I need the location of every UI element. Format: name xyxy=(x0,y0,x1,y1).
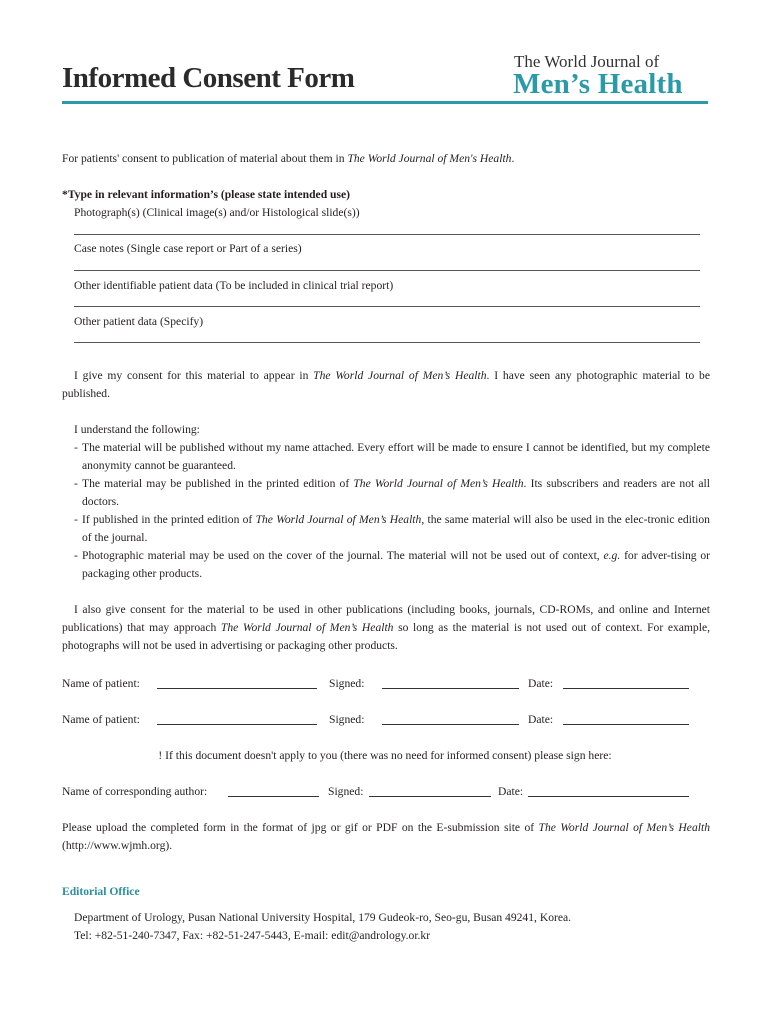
patient-date-label: Date: xyxy=(528,677,554,690)
not-applicable-note: ! If this document doesn't apply to you (there was no need for informed consent) please sign here: xyxy=(158,749,612,762)
form-title: Informed Consent Form xyxy=(62,62,355,94)
patient-signed-label: Signed: xyxy=(329,713,365,726)
journal-logo-line1: The World Journal of xyxy=(514,52,660,71)
patient-date-label: Date: xyxy=(528,713,554,726)
material-type-case-notes: Case notes (Single case report or Part of a series) xyxy=(74,242,302,255)
editorial-office-heading: Editorial Office xyxy=(62,885,140,898)
list-item: - The material will be published without my name attached. Every effort will be made to ensure I cannot be identified, but my complete anonymity cannot be guaranteed. xyxy=(74,441,710,472)
patient-name-label: Name of patient: xyxy=(62,677,140,690)
consent-paragraph: I give my consent for this material to appear in The World Journal of Men’s Health. I have seen any photographic material to be published. xyxy=(62,369,710,400)
author-signed-label: Signed: xyxy=(328,785,364,798)
patient-date-field[interactable] xyxy=(563,688,689,689)
patient-signature-field[interactable] xyxy=(382,724,519,725)
author-name-field[interactable] xyxy=(228,796,319,797)
patient-signature-field[interactable] xyxy=(382,688,519,689)
editorial-address: Department of Urology, Pusan National University Hospital, 179 Gudeok-ro, Seo-gu, Busan 49241, Korea. xyxy=(74,911,572,924)
material-type-other-data: Other patient data (Specify) xyxy=(74,315,204,328)
list-item: - Photographic material may be used on the cover of the journal. The material will not be used out of context, e.g. for adver-tising or packaging other products. xyxy=(74,549,711,580)
author-date-field[interactable] xyxy=(528,796,689,797)
material-type-identifiable-data: Other identifiable patient data (To be included in clinical trial report) xyxy=(74,279,394,292)
patient-name-label: Name of patient: xyxy=(62,713,140,726)
upload-instructions: Please upload the completed form in the format of jpg or gif or PDF on the E-submission site of The World Journal of Men’s Health (http://www.wjmh.org). xyxy=(62,821,710,852)
header-divider xyxy=(62,101,708,104)
type-heading: *Type in relevant information’s (please state intended use) xyxy=(62,188,351,201)
material-type-photographs: Photograph(s) (Clinical image(s) and/or Histological slide(s)) xyxy=(74,206,360,219)
author-signature-field[interactable] xyxy=(369,796,491,797)
understand-heading: I understand the following: xyxy=(74,423,200,436)
material-other-data-line[interactable] xyxy=(74,342,700,343)
author-name-label: Name of corresponding author: xyxy=(62,785,208,798)
patient-date-field[interactable] xyxy=(563,724,689,725)
material-photographs-line[interactable] xyxy=(74,234,700,235)
journal-logo-line2: Men’s Health xyxy=(513,68,683,100)
additional-consent-paragraph: I also give consent for the material to be used in other publications (including books, journals, CD-ROMs, and online and Internet publications) that may approach The World Journal of Men’s Health so long as the material is not used out of context. For example, photographs will not be used in advertising or packaging other products. xyxy=(62,603,710,652)
intro-text: For patients' consent to publication of material about them in The World Journal of Men's Health. xyxy=(62,152,515,165)
material-identifiable-data-line[interactable] xyxy=(74,306,700,307)
author-date-label: Date: xyxy=(498,785,524,798)
patient-signed-label: Signed: xyxy=(329,677,365,690)
list-item: - The material may be published in the printed edition of The World Journal of Men’s Health. Its subscribers and readers are not all doctors. xyxy=(74,477,710,508)
material-case-notes-line[interactable] xyxy=(74,270,700,271)
patient-name-field[interactable] xyxy=(157,724,317,725)
editorial-contact: Tel: +82-51-240-7347, Fax: +82-51-247-5443, E-mail: edit@andrology.or.kr xyxy=(74,929,431,942)
patient-name-field[interactable] xyxy=(157,688,317,689)
list-item: - If published in the printed edition of The World Journal of Men’s Health, the same material will also be used in the elec-tronic edition of the journal. xyxy=(74,513,710,544)
